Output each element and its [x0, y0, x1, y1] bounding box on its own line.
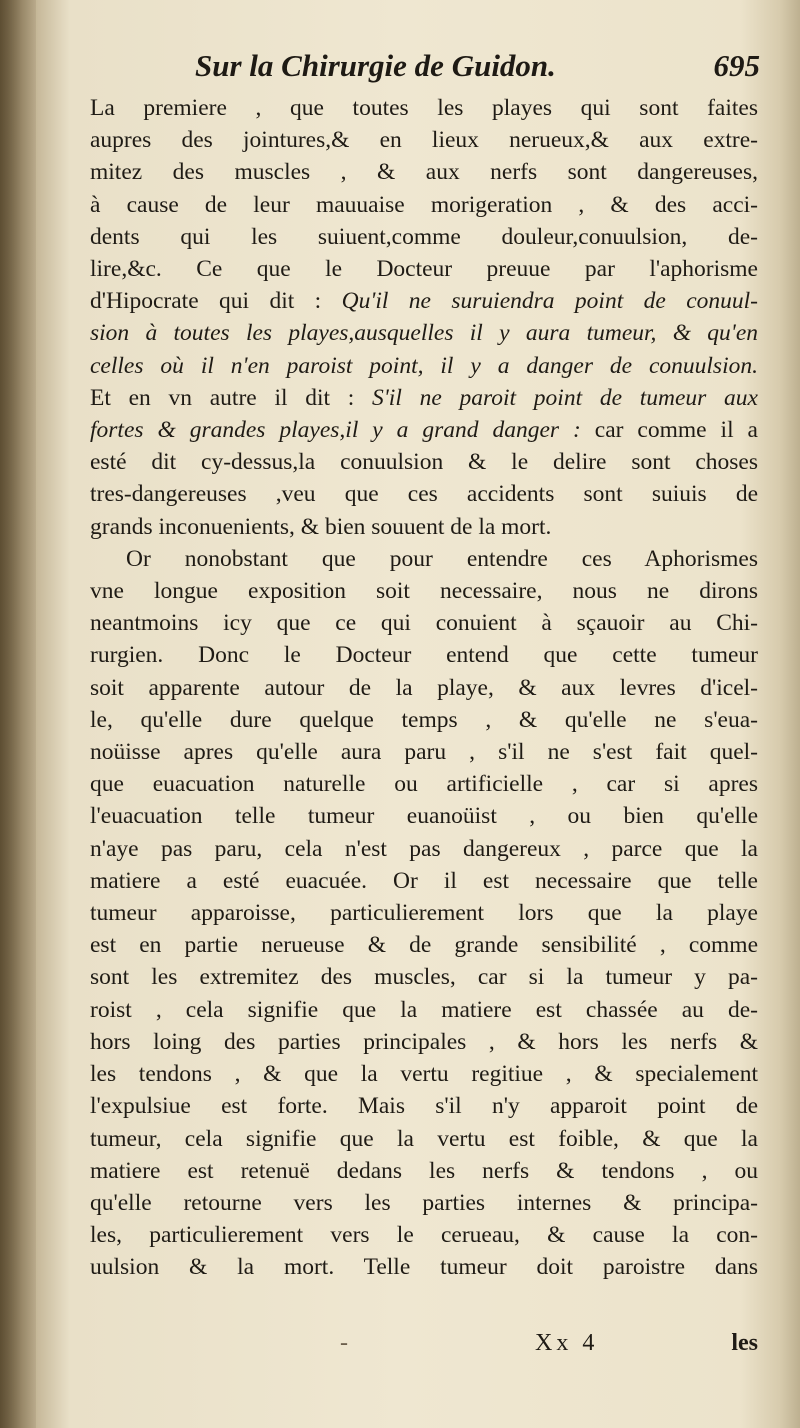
text-line [90, 639, 758, 671]
text-line [90, 124, 758, 156]
page-gutter-shadow [0, 0, 36, 1428]
text-line-main: d'Hipocrate qui dit : [90, 288, 322, 315]
text-line-main: l'euacuation telle tumeur euanoüist , ou bien qu'elle [90, 803, 758, 830]
text-line [90, 800, 758, 832]
text-line-main: les, particulierement vers le cerueau, & cause la con- [90, 1222, 758, 1249]
text-line [90, 897, 758, 929]
text-line-main: matiere a esté euacuée. Or il est necessaire que telle [90, 867, 758, 894]
text-line-roman-tail: car comme il a [580, 417, 758, 444]
text-line [90, 446, 758, 478]
text-line [90, 1058, 758, 1090]
text-line-main: aupres des jointures,& en lieux nerueux,& aux extre- [90, 127, 758, 154]
text-line [90, 156, 758, 188]
text-line-main: vne longue exposition soit necessaire, nous ne dirons [90, 578, 758, 605]
text-line [90, 736, 758, 768]
text-line-main: est en partie nerueuse & de grande sensibilité , comme [90, 932, 758, 959]
text-line-main: lire,&c. Ce que le Docteur preuue par l'aphorisme [90, 256, 758, 283]
text-line-main: soit apparente autour de la playe, & aux levres d'icel- [90, 674, 758, 701]
text-line-main: celles où il n'en paroist point, il y a danger de conuulsion. [90, 352, 758, 379]
text-line [90, 253, 758, 285]
text-line [90, 1123, 758, 1155]
text-line-main: uulsion & la mort. Telle tumeur doit paroistre dans [90, 1254, 758, 1281]
text-line-main: sion à toutes les playes,ausquelles il y aura tumeur, & qu'en [90, 320, 758, 347]
text-line-main: roist , cela signifie que la matiere est chassée au de- [90, 996, 758, 1023]
text-line [90, 961, 758, 993]
text-line-main: l'expulsiue est forte. Mais s'il n'y apparoit point de [90, 1093, 758, 1120]
body-text [90, 92, 758, 1284]
text-line-main: tumeur, cela signifie que la vertu est foible, & que la [90, 1125, 758, 1152]
text-line-main: dents qui les suiuent,comme douleur,conuulsion, de- [90, 223, 758, 250]
running-head [195, 48, 760, 92]
text-line-main: noüisse apres qu'elle aura paru , s'il ne s'est fait quel- [90, 739, 758, 766]
page-footer [90, 1330, 758, 1366]
text-line [90, 994, 758, 1026]
text-line-main: Or nonobstant que pour entendre ces Aphorismes [126, 545, 758, 572]
text-line-main: Et en vn autre il dit : [90, 384, 355, 411]
text-line [90, 672, 758, 704]
text-line-main: tres-dangereuses ,veu que ces accidents sont suiuis de [90, 481, 758, 508]
text-line [90, 1187, 758, 1219]
text-line-main: esté dit cy-dessus,la conuulsion & le delire sont choses [90, 449, 758, 476]
text-line-main: grands inconuenients, & bien souuent de la mort. [90, 513, 552, 540]
text-line [90, 414, 758, 446]
text-line [90, 1026, 758, 1058]
footer-dash: - [340, 1330, 348, 1356]
text-line [90, 1090, 758, 1122]
text-line-main: les tendons , & que la vertu regitiue , & specialement [90, 1061, 758, 1088]
text-line [90, 833, 758, 865]
text-line [90, 1251, 758, 1283]
text-line-main: matiere est retenuë dedans les nerfs & tendons , ou [90, 1157, 758, 1184]
text-line-main: hors loing des parties principales , & hors les nerfs & [90, 1028, 758, 1055]
text-line-main: neantmoins icy que ce qui conuient à sçauoir au Chi- [90, 610, 758, 637]
text-line [90, 704, 758, 736]
text-line [90, 478, 758, 510]
text-line [90, 221, 758, 253]
text-line-italic-tail: S'il ne paroit point de tumeur aux [354, 384, 758, 411]
signature-mark: Xx 4 [535, 1330, 599, 1356]
text-line [90, 189, 758, 221]
text-line [90, 929, 758, 961]
text-line-main: mitez des muscles , & aux nerfs sont dangereuses, [90, 159, 758, 186]
text-line-main: que euacuation naturelle ou artificielle , car si apres [90, 771, 758, 798]
text-line [90, 607, 758, 639]
text-line-main: le, qu'elle dure quelque temps , & qu'elle ne s'eua- [90, 706, 758, 733]
text-line-main: qu'elle retourne vers les parties internes & principa- [90, 1189, 758, 1216]
text-line-italic-tail: Qu'il ne suruiendra point de conuul- [321, 288, 759, 315]
page-number: 695 [713, 48, 760, 83]
text-line-main: sont les extremitez des muscles, car si la tumeur y pa- [90, 964, 758, 991]
text-line [90, 543, 758, 575]
text-line-main: à cause de leur mauuaise morigeration , & des acci- [90, 191, 758, 218]
text-line [90, 1155, 758, 1187]
text-line [90, 382, 758, 414]
text-line-main: tumeur apparoisse, particulierement lors que la playe [90, 900, 758, 927]
text-line [90, 511, 758, 543]
text-line-main: rurgien. Donc le Docteur entend que cette tumeur [90, 642, 758, 669]
text-line [90, 768, 758, 800]
text-line-main: La premiere , que toutes les playes qui sont faites [90, 95, 758, 121]
text-line [90, 285, 758, 317]
running-head-title: Sur la Chirurgie de Guidon. [195, 48, 556, 83]
text-line [90, 92, 758, 124]
catchword: les [731, 1330, 758, 1356]
text-line [90, 317, 758, 349]
text-line [90, 1219, 758, 1251]
text-line-main: fortes & grandes playes,il y a grand danger : [90, 417, 581, 444]
text-line-main: n'aye pas paru, cela n'est pas dangereux , parce que la [90, 835, 758, 862]
text-line [90, 350, 758, 382]
text-line [90, 865, 758, 897]
text-line [90, 575, 758, 607]
